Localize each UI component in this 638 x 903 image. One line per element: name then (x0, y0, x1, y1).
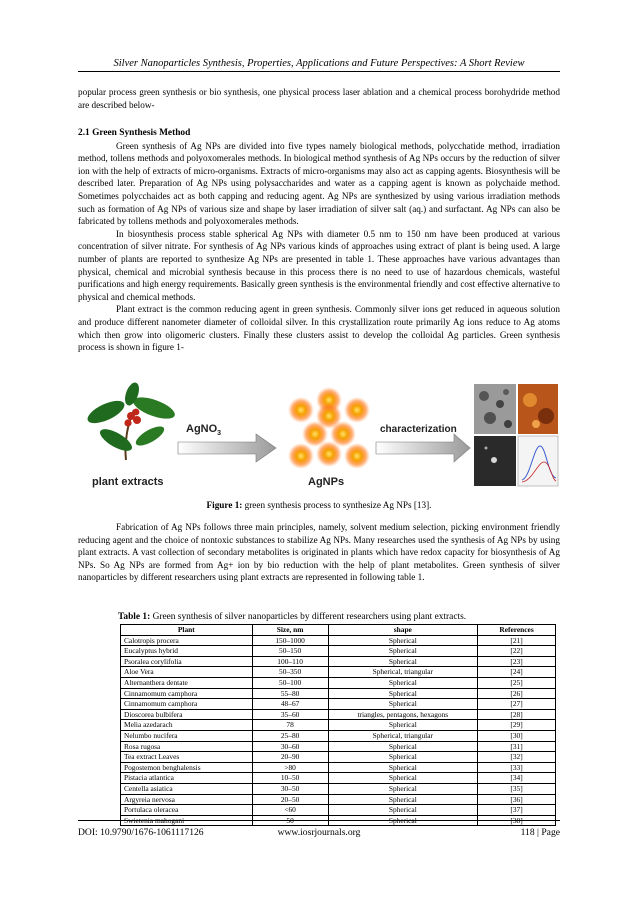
footer-website: www.iosrjournals.org (277, 827, 361, 838)
table-cell: [27] (478, 699, 556, 710)
running-header: Silver Nanoparticles Synthesis, Properties, Applications and Future Perspectives: A Short Review (78, 58, 560, 72)
table-cell: [28] (478, 709, 556, 720)
table-cell: 20–90 (252, 752, 328, 763)
table-header-row (121, 625, 556, 636)
table-cell: 30–50 (252, 783, 328, 794)
figure-green-synthesis (86, 382, 560, 492)
label-agnps: AgNPs (308, 476, 345, 488)
table-cell: Rosa rugosa (121, 741, 253, 752)
table-row (121, 805, 556, 816)
table-cell: [30] (478, 730, 556, 741)
table-cell: Spherical (328, 741, 478, 752)
column-header: Plant (121, 625, 253, 636)
table-cell: Pogostemon benghalensis (121, 762, 253, 773)
table-cell: [21] (478, 635, 556, 646)
table-cell: [37] (478, 805, 556, 816)
table-cell: Spherical (328, 699, 478, 710)
table-cell: Spherical (328, 720, 478, 731)
table-cell: Spherical, triangular (328, 730, 478, 741)
table-row (121, 741, 556, 752)
table-cell: [26] (478, 688, 556, 699)
table-row (121, 656, 556, 667)
table-cell: Spherical (328, 783, 478, 794)
page-footer (78, 820, 560, 838)
table-cell: Spherical (328, 752, 478, 763)
table-cell: >80 (252, 762, 328, 773)
table-row (121, 794, 556, 805)
table-cell: Spherical (328, 762, 478, 773)
table-cell: Spherical (328, 815, 478, 826)
table-plant-synthesis (120, 624, 556, 826)
table-row (121, 646, 556, 657)
table-cell: Calotropis procera (121, 635, 253, 646)
figure-caption-label: Figure 1: (206, 500, 245, 510)
table-cell: [29] (478, 720, 556, 731)
table-caption-text: Green synthesis of silver nanoparticles by different researchers using plant extracts. (152, 612, 467, 622)
table-cell: 20–50 (252, 794, 328, 805)
table-cell: Spherical (328, 773, 478, 784)
table-row (121, 677, 556, 688)
table-row (121, 720, 556, 731)
table-cell: [24] (478, 667, 556, 678)
table-row (121, 699, 556, 710)
paragraph-2: In biosynthesis process stable spherical Ag NPs with diameter 0.5 nm to 150 nm have been produced at various concentration of silver nitrate. For synthesis of Ag NPs various kinds of approaches using extract of plant is being used. A large number of plants are reported to synthesize Ag NPs are presented in table 1. These approaches have various advantages than physical, chemical and microbial synthesis because in this process there is no need to use of hazardous chemicals, wasteful purifications and high energy requirements. Basically green synthesis is the environmental friendly and cost effective alternative to physical and chemical methods. (78, 228, 560, 302)
section-fabrication (78, 521, 560, 584)
table-cell: 25–80 (252, 730, 328, 741)
table-cell: [35] (478, 783, 556, 794)
table-cell: [38] (478, 815, 556, 826)
table-cell: 50–100 (252, 677, 328, 688)
table-cell: Spherical (328, 794, 478, 805)
table-cell: Portulaca oleracea (121, 805, 253, 816)
table-cell: [23] (478, 656, 556, 667)
table-cell: Spherical, triangular (328, 667, 478, 678)
table-cell: 48–67 (252, 699, 328, 710)
table-cell: [33] (478, 762, 556, 773)
table-cell: Argyreia nervosa (121, 794, 253, 805)
table-cell: Spherical (328, 635, 478, 646)
table-row (121, 783, 556, 794)
table-cell: Spherical (328, 646, 478, 657)
intro-text: popular process green synthesis or bio synthesis, one physical process laser ablation and a chemical process borohydride method are described below- (78, 87, 560, 110)
table-cell: 30–60 (252, 741, 328, 752)
table-cell: 35–60 (252, 709, 328, 720)
table-cell: Centella asiatica (121, 783, 253, 794)
table-caption-label: Table 1: (118, 612, 153, 622)
label-plant-extracts: plant extracts (92, 476, 164, 488)
table-body (121, 635, 556, 826)
table-cell: 55–80 (252, 688, 328, 699)
section-green-synthesis (78, 127, 560, 354)
column-header: References (478, 625, 556, 636)
paragraph-1: Green synthesis of Ag NPs are divided into five types namely biological methods, polycchatide method, irradiation method, tollens methods and polyoxomerales methods. In biological method synthesis of Ag NPs occurs by the reduction of silver ion with the help of extracts of micro-organisms. Extracts of micro-organisms may also act as capping agents. Biosynthesis will be described later. Preparation of Ag NPs using polysaccharides and water as a capping agent is known as polychaide method. Sometimes polycchaides act as both capping and reducing agent. Ag NPs are synthesized by using various irradiation methods such as formation of Ag NPs of various size and shape by laser irradiation of silver salt (aq.) and surfactant. Ag NPs can also be fabricated by tollens methods and polyoxomerales methods. (78, 140, 560, 227)
table-cell: Cinnamomum camphora (121, 688, 253, 699)
column-header: Size, nm (252, 625, 328, 636)
table-cell: Dioscorea bulbifera (121, 709, 253, 720)
plant-illustration (86, 382, 177, 460)
table-row (121, 635, 556, 646)
footer-page-number: 118 | Page (520, 827, 560, 838)
table-row (121, 762, 556, 773)
footer-doi: DOI: 10.9790/1676-1061117126 (78, 827, 204, 838)
table-cell: [25] (478, 677, 556, 688)
table-row (121, 688, 556, 699)
intro-paragraph (78, 86, 560, 111)
table-cell: triangles, pentagons, hexagons (328, 709, 478, 720)
table-cell: Nelumbo nucifera (121, 730, 253, 741)
table-cell: 100–110 (252, 656, 328, 667)
table-cell: 10–50 (252, 773, 328, 784)
label-characterization: characterization (380, 424, 457, 435)
table-cell: [31] (478, 741, 556, 752)
table-cell: [36] (478, 794, 556, 805)
column-header: shape (328, 625, 478, 636)
table-cell: Melia azedarach (121, 720, 253, 731)
characterization-images (474, 384, 558, 486)
table-cell: Alternanthera dentate (121, 677, 253, 688)
table-cell: Spherical (328, 677, 478, 688)
table-row (121, 709, 556, 720)
figure-caption-text: green synthesis process to synthesize Ag NPs [13]. (244, 500, 432, 510)
table-cell: Cinnamomum camphora (121, 699, 253, 710)
table-row (121, 773, 556, 784)
table-cell: [32] (478, 752, 556, 763)
table-caption (118, 612, 466, 622)
arrow-right-icon (376, 434, 470, 462)
table-row (121, 667, 556, 678)
table-cell: 50–150 (252, 646, 328, 657)
table-cell: 50 (252, 815, 328, 826)
table-cell: Aloe Vera (121, 667, 253, 678)
table-cell: Psoralea corylifolia (121, 656, 253, 667)
nanoparticle-cluster (288, 387, 370, 469)
table-cell: [22] (478, 646, 556, 657)
figure-caption (78, 500, 560, 510)
table-cell: 150–1000 (252, 635, 328, 646)
table-cell: Spherical (328, 805, 478, 816)
table-cell: Spherical (328, 688, 478, 699)
section-heading: 2.1 Green Synthesis Method (78, 128, 191, 138)
table-cell: Pistacia atlantica (121, 773, 253, 784)
table-row (121, 730, 556, 741)
paragraph-4: Fabrication of Ag NPs follows three main principles, namely, solvent medium selection, picking environment friendly reducing agent and the choice of nontoxic substances to stabilize Ag NPs. Many researches used the synthesis of Ag NPs by using plant extracts. A vast collection of secondary metabolites is originated in plants which have redox capacity for biosynthesis of Ag NPs. So Ag NPs are formed from Ag+ ion by bio reduction with the help of plant metabolites. Green synthesis of silver nanoparticles by different researchers using plant extracts are represented in following table 1. (78, 522, 560, 583)
table-cell: 50–350 (252, 667, 328, 678)
table-cell: [34] (478, 773, 556, 784)
table-row (121, 752, 556, 763)
table-cell: <60 (252, 805, 328, 816)
label-agno3: AgNO$_3$ (186, 423, 222, 437)
table-cell: Swietenia mahogani (121, 815, 253, 826)
table-cell: 78 (252, 720, 328, 731)
arrow-right-icon (178, 434, 276, 462)
paragraph-3: Plant extract is the common reducing agent in green synthesis. Commonly silver ions get reduced in aqueous solution and produce different nanometer diameter of colloidal silver. In this crystallization route primarily Ag ions reduce to Ag atoms which then grow into oligomeric clusters. Finally these clusters assist to develop the colloidal Ag particles. Green synthesis process is shown in figure 1- (78, 304, 560, 353)
table-cell: Tea extract Leaves (121, 752, 253, 763)
table-cell: Eucalyptus hybrid (121, 646, 253, 657)
table-cell: Spherical (328, 656, 478, 667)
